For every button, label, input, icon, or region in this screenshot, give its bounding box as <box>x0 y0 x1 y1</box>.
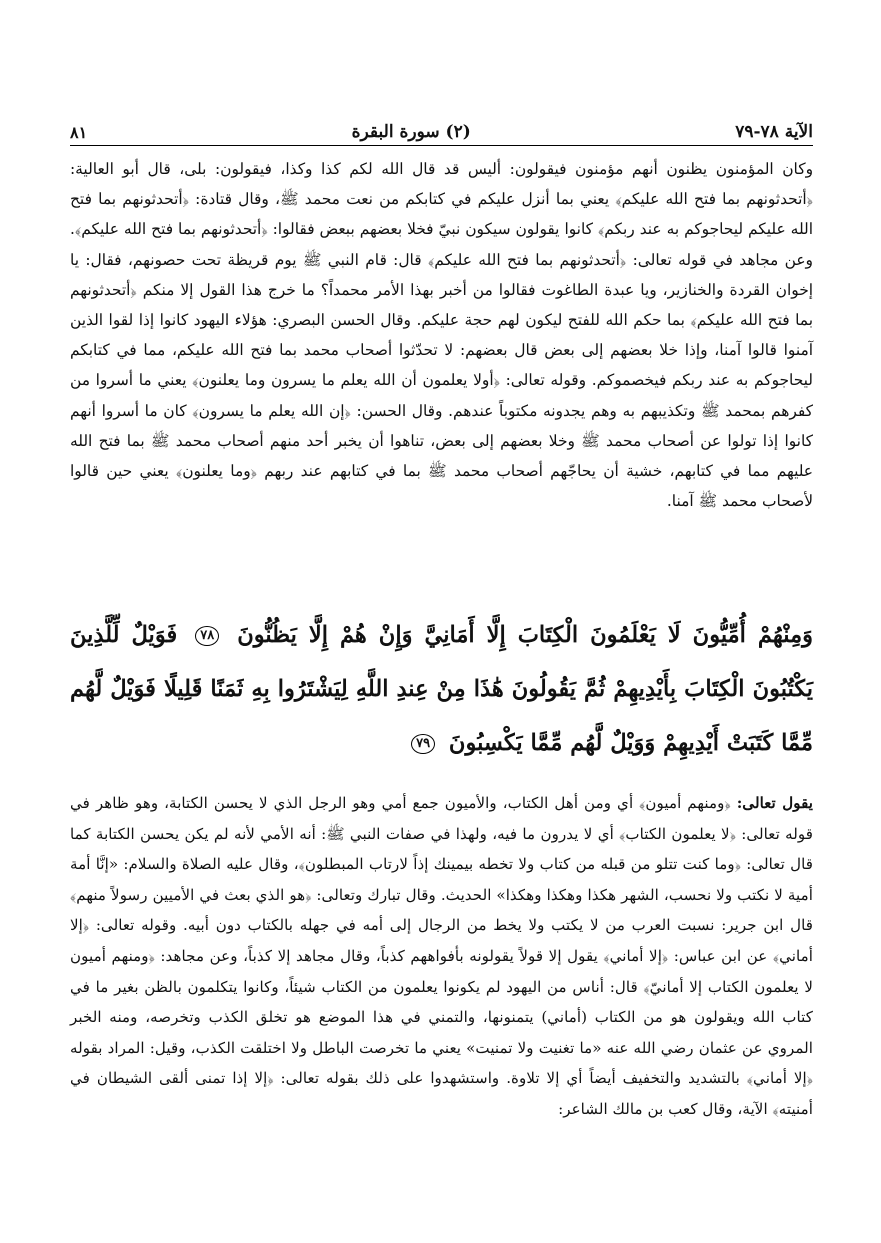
verse-number-marker: ٧٨ <box>195 626 219 646</box>
quran-verses <box>70 608 813 770</box>
page-number: ٨١ <box>70 123 88 142</box>
surah-title: (٢) سورة البقرة <box>351 122 471 142</box>
verse-range: الآية ٧٨-٧٩ <box>735 122 813 142</box>
running-header <box>70 108 813 146</box>
commentary-paragraph: وكان المؤمنون يظنون أنهم مؤمنون فيقولون: أليس قد قال الله لكم كذا وكذا، فيقولون: بلى، قال أبو العالية: ﴿أتحدثونهم بما فتح الله عليكم﴾ يعني بما أنزل عليكم في كتابكم من نعت محمد ﷺ، وقال قتادة: ﴿أتحدثونهم بما فتح الله عليكم ليحاجوكم به عند ربكم﴾ كانوا يقولون سيكون نبيّ فخلا بعضهم ببعض فقالوا: ﴿أتحدثونهم بما فتح الله عليكم﴾. وعن مجاهد في قوله تعالى: ﴿أتحدثونهم بما فتح الله عليكم﴾ قال: قام النبي ﷺ يوم قريظة تحت حصونهم، فقال: يا إخوان القردة والخنازير، ويا عبدة الطاغوت فقالوا من أخبر بهذا الأمر محمداً؟ ما خرج هذا القول إلا منكم ﴿أتحدثونهم بما فتح الله عليكم﴾ بما حكم الله للفتح ليكون لهم حجة عليكم. وقال الحسن البصري: هؤلاء اليهود كانوا إذا لقوا الذين آمنوا قالوا آمنا، وإذا خلا بعضهم إلى بعض قال بعضهم: لا تحدّثوا أصحاب محمد بما فتح الله عليكم، مما في كتابكم ليحاجوكم به عند ربكم فيخصموكم. وقوله تعالى: ﴿أولا يعلمون أن الله يعلم ما يسرون وما يعلنون﴾ يعني ما أسروا من كفرهم بمحمد ﷺ وتكذيبهم به وهم يجدونه مكتوباً عندهم. وقال الحسن: ﴿إن الله يعلم ما يسرون﴾ كان ما أسروا أنهم كانوا إذا تولوا عن أصحاب محمد ﷺ وخلا بعضهم إلى بعض، تناهوا أن يخبر أحد منهم أصحاب محمد ﷺ بما فتح الله عليهم مما في كتابهم، خشية أن يحاجّهم أصحاب محمد ﷺ بما في كتابهم عند ربهم ﴿وما يعلنون﴾ يعني حين قالوا لأصحاب محمد ﷺ آمنا. <box>70 160 813 511</box>
commentary-section-1 <box>70 154 813 516</box>
commentary-paragraph <box>70 788 813 1125</box>
lead-phrase: يقول تعالى: <box>736 794 814 812</box>
commentary-section-2 <box>70 788 813 1125</box>
commentary-text: ﴿ومنهم أميون﴾ أي ومن أهل الكتاب، والأميون جمع أمي وهو الرجل الذي لا يحسن الكتابة، وهو ظاهر في قوله تعالى: ﴿لا يعلمون الكتاب﴾ أي لا يدرون ما فيه، ولهذا في صفات النبي ﷺ: أنه الأمي لأنه لم يكن يحسن الكتابة كما قال تعالى: ﴿وما كنت تتلو من قبله من كتاب ولا تخطه بيمينك إذاً لارتاب المبطلون﴾، وقال عليه الصلاة والسلام: «إنَّا أمة أمية لا نكتب ولا نحسب، الشهر هكذا وهكذا وهكذا» الحديث. وقال تبارك وتعالى: ﴿هو الذي بعث في الأميين رسولاً منهم﴾ قال ابن جرير: نسبت العرب من لا يكتب ولا يخط من الرجال إلى أمه في جهله بالكتاب دون أبيه. وقوله تعالى: ﴿إلا أماني﴾ عن ابن عباس: ﴿إلا أماني﴾ يقول إلا قولاً يقولونه بأفواههم كذباً، وقال مجاهد إلا كذباً، وعن مجاهد: ﴿ومنهم أميون لا يعلمون الكتاب إلا أمانيّ﴾ قال: أناس من اليهود لم يكونوا يعلمون من الكتاب شيئاً، وكانوا يتكلمون بالظن بغير ما في كتاب الله ويقولون هو من الكتاب (أماني) يتمنونها، والتمني في هذا الموضع هو تخلق الكذب وتخرصه، ومنه الخبر المروي عن عثمان رضي الله عنه «ما تغنيت ولا تمنيت» يعني ما تخرصت الباطل ولا اختلقت الكذب، وقيل: المراد بقوله ﴿إلا أماني﴾ بالتشديد والتخفيف أيضاً أي إلا تلاوة. واستشهدوا على ذلك بقوله تعالى: ﴿إلا إذا تمنى ألقى الشيطان في أمنيته﴾ الآية، وقال كعب بن مالك الشاعر: <box>70 794 813 1118</box>
verse-number-marker: ٧٩ <box>411 734 435 754</box>
verse-79-text: فَوَيْلٌ لِّلَّذِينَ يَكْتُبُونَ الْكِتَابَ بِأَيْدِيهِمْ ثُمَّ يَقُولُونَ هَٰذَا مِنْ عِندِ اللَّهِ لِيَشْتَرُوا بِهِ ثَمَنًا قَلِيلًا فَوَيْلٌ لَّهُم مِّمَّا كَتَبَتْ أَيْدِيهِمْ وَوَيْلٌ لَّهُم مِّمَّا يَكْسِبُونَ <box>70 622 813 756</box>
verse-78-text: وَمِنْهُمْ أُمِّيُّونَ لَا يَعْلَمُونَ الْكِتَابَ إِلَّا أَمَانِيَّ وَإِنْ هُمْ إِلَّا يَظُنُّونَ <box>237 622 813 648</box>
